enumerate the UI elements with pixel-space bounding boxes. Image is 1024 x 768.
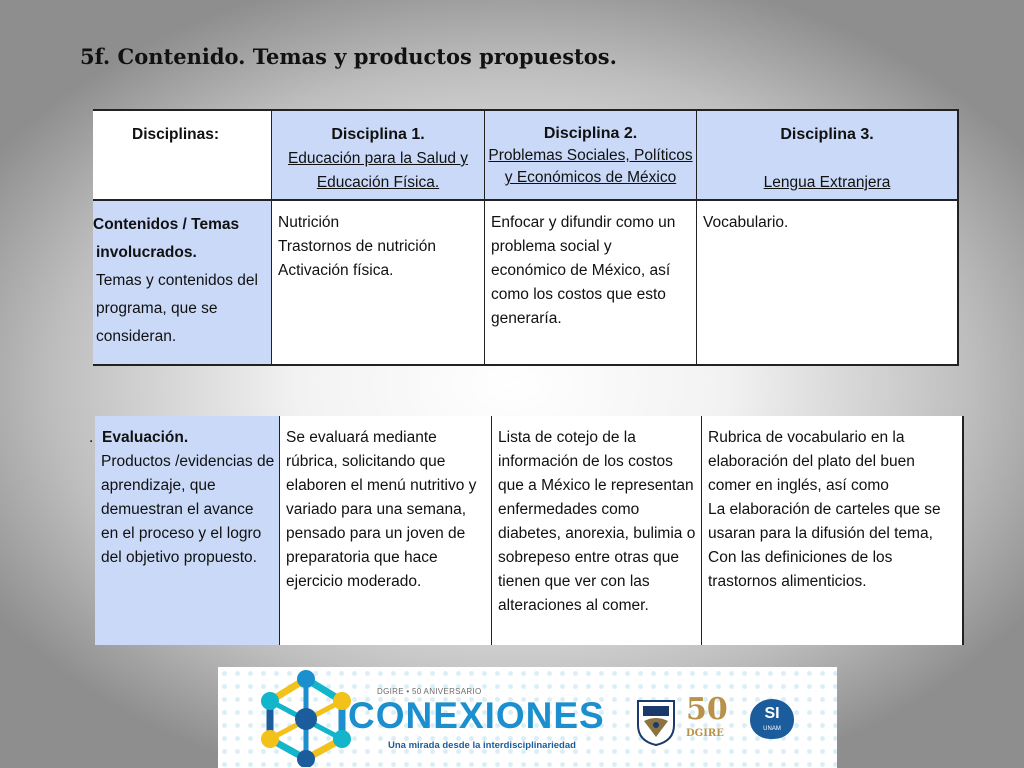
discipline-2-subject-line2: y Económicos de México (504, 169, 677, 186)
evaluation-text: Con las definiciones de los trastornos alimenticios. (708, 549, 893, 590)
banner-tagline: DGIRE • 50 ANIVERSARIO (377, 687, 482, 696)
conexiones-network-logo-icon (256, 669, 356, 767)
contents-row-label (93, 201, 271, 366)
content-item: Activación física. (278, 262, 394, 279)
conexiones-banner (218, 667, 837, 768)
evaluation-discipline-1 (279, 416, 491, 645)
discipline-1-header (271, 109, 484, 201)
unam-shield-icon (634, 697, 678, 747)
discipline-3-header (696, 109, 959, 201)
evaluation-text: Lista de cotejo de la información de los costos que a México le representan enfermedades como diabetes, anorexia, bulimia o sobrepeso entre otras que tienen que ver con las alteraciones al comer. (498, 429, 696, 614)
evaluation-text: La elaboración de carteles que se usaran para la difusión del tema, (708, 501, 941, 542)
contents-label-bold-2: involucrados. (96, 244, 197, 261)
banner-subtitle: Una mirada desde la interdisciplinariedad (388, 740, 576, 751)
discipline-1-subject-line1: Educación para la Salud y (287, 150, 469, 167)
contents-label-normal: Temas y contenidos del programa, que se consideran. (96, 272, 258, 345)
evaluation-text: Rubrica de vocabulario en la elaboración del plato del buen comer en inglés, así como (708, 429, 915, 494)
discipline-2-contents (484, 201, 696, 366)
disciplines-label: Disciplinas: (132, 126, 219, 143)
content-text: Enfocar y difundir como un problema social y económico de México, así como los costos que esto generaría. (491, 214, 676, 327)
dgire-50-badge (686, 694, 742, 742)
content-item: Trastornos de nutrición (278, 238, 436, 255)
discipline-1-name: Disciplina 1. (331, 126, 425, 143)
badge-50-number: 50 (686, 692, 728, 727)
evaluation-label-normal: Productos /evidencias de aprendizaje, que demuestran el avance en el proceso y el logro del objetivo propuesto. (101, 453, 275, 566)
discipline-3-contents (696, 201, 959, 366)
badge-50-caption: DGIRE (686, 728, 724, 739)
discipline-2-subject-line1: Problemas Sociales, Políticos (488, 147, 693, 164)
evaluation-prefix: . (89, 429, 94, 446)
discipline-3-subject-line2: Lengua Extranjera (763, 174, 891, 191)
evaluation-discipline-2 (491, 416, 701, 645)
discipline-2-name: Disciplina 2. (543, 125, 638, 142)
disciplines-header-cell (93, 109, 271, 201)
badge-si-text: SI (764, 705, 780, 722)
banner-title: CONEXIONES (348, 695, 605, 736)
discipline-3-name: Disciplina 3. (780, 126, 874, 143)
si-unam-badge (750, 699, 794, 739)
evaluation-text: Se evaluará mediante rúbrica, solicitando que elaboren el menú nutritivo y variado para una semana, pensado para un joven de preparatoria que hace ejercicio moderado. (286, 429, 477, 590)
slide-title: 5f. Contenido. Temas y productos propuestos. (80, 44, 617, 69)
discipline-3-subject-line1 (697, 147, 957, 171)
discipline-2-header (484, 109, 696, 201)
evaluation-label-cell (89, 416, 279, 645)
evaluation-label-bold: Evaluación. (102, 429, 189, 446)
contents-label-bold-1: Contenidos / Temas (93, 216, 240, 233)
content-text: Vocabulario. (703, 214, 789, 231)
badge-si-caption: UNAM (763, 726, 781, 732)
content-item: Nutrición (278, 214, 340, 231)
evaluation-discipline-3 (701, 416, 964, 645)
discipline-1-subject-line2: Educación Física. (316, 174, 440, 191)
discipline-1-contents (271, 201, 484, 366)
